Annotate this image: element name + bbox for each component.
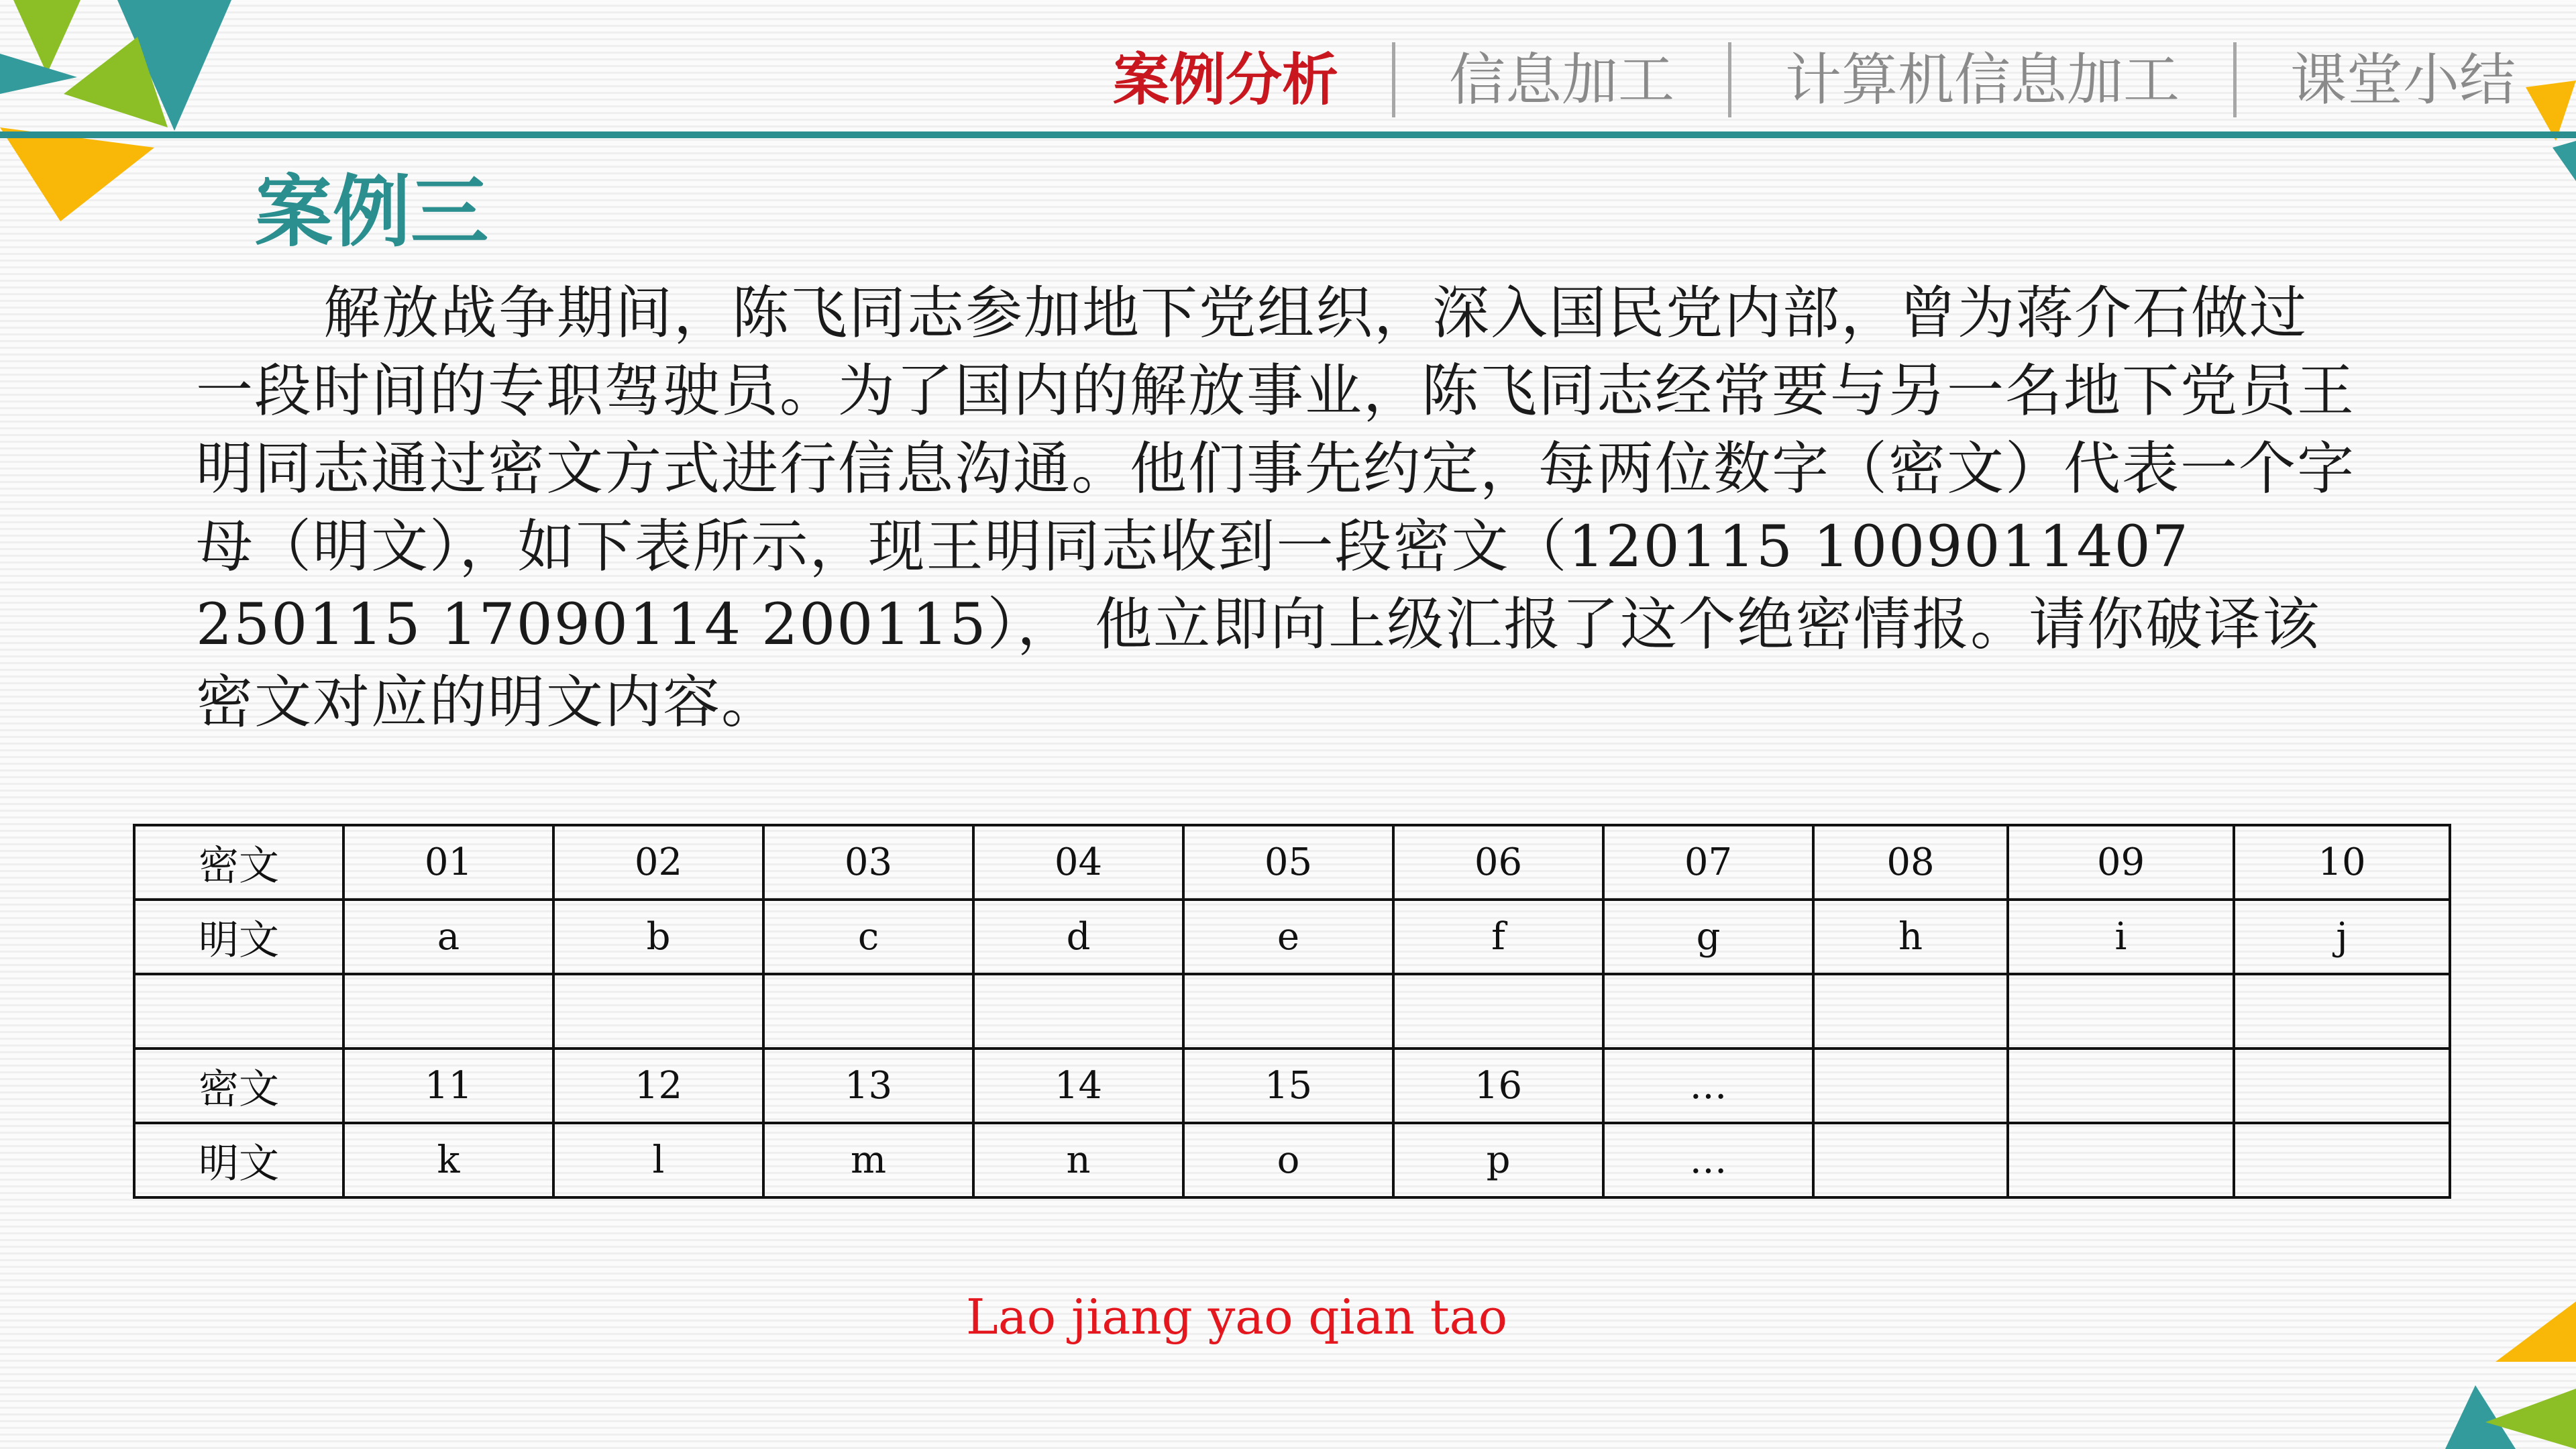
table-cell: 07 xyxy=(1603,825,1813,900)
table-cell: 06 xyxy=(1393,825,1603,900)
table-cell: o xyxy=(1183,1123,1393,1197)
table-cell xyxy=(973,974,1183,1049)
table-cell: 05 xyxy=(1183,825,1393,900)
table-cell xyxy=(134,974,343,1049)
table-cell: 08 xyxy=(1813,825,2008,900)
table-cell: 12 xyxy=(553,1049,763,1123)
table-row-plain-2 xyxy=(134,1123,2450,1197)
table-cell xyxy=(763,974,973,1049)
table-cell: … xyxy=(1603,1049,1813,1123)
table-cell xyxy=(2008,1123,2234,1197)
table-cell: g xyxy=(1603,900,1813,974)
corner-decoration-bottom-right xyxy=(2408,1288,2576,1449)
decoded-answer: Lao jiang yao qian tao xyxy=(966,1289,1507,1345)
cipher-table xyxy=(133,824,2451,1199)
table-cell: k xyxy=(343,1123,553,1197)
table-cell xyxy=(1813,1049,2008,1123)
corner-decoration-top-left xyxy=(0,0,241,228)
table-cell-row-header: 密文 xyxy=(134,1049,343,1123)
table-cell: b xyxy=(553,900,763,974)
table-cell: j xyxy=(2234,900,2450,974)
table-cell xyxy=(2008,974,2234,1049)
table-cell xyxy=(2008,1049,2234,1123)
table-cell xyxy=(1183,974,1393,1049)
table-cell xyxy=(2234,1123,2450,1197)
case-description: 解放战争期间，陈飞同志参加地下党组织，深入国民党内部，曾为蒋介石做过一段时间的专职驾驶员。为了国内的解放事业，陈飞同志经常要与另一名地下党员王明同志通过密文方式进行信息沟通。他们事先约定，每两位数字（密文）代表一个字母（明文），如下表所示，现王明同志收到一段密文（120115 1009011407 250115 17090114 200115）， 他立即向上级汇报了这个绝密情报。请你破译该密文对应的明文内容。 xyxy=(196,280,2356,736)
section-nav xyxy=(1113,30,2516,130)
table-cell xyxy=(1393,974,1603,1049)
table-cell: 10 xyxy=(2234,825,2450,900)
table-cell: 13 xyxy=(763,1049,973,1123)
nav-tab-case-analysis[interactable]: 案例分析 xyxy=(1112,47,1338,113)
table-cell: e xyxy=(1183,900,1393,974)
table-cell: h xyxy=(1813,900,2008,974)
nav-tab-info-processing[interactable]: 信息加工 xyxy=(1448,47,1674,113)
header-divider-line xyxy=(0,131,2576,138)
table-cell: p xyxy=(1393,1123,1603,1197)
table-row-plain-1 xyxy=(134,900,2450,974)
table-cell: a xyxy=(343,900,553,974)
table-cell: m xyxy=(763,1123,973,1197)
nav-tab-summary[interactable]: 课堂小结 xyxy=(2290,47,2516,113)
table-cell: i xyxy=(2008,900,2234,974)
table-cell: 03 xyxy=(763,825,973,900)
table-cell xyxy=(343,974,553,1049)
table-cell: 11 xyxy=(343,1049,553,1123)
table-cell: 14 xyxy=(973,1049,1183,1123)
table-cell: l xyxy=(553,1123,763,1197)
table-cell: 02 xyxy=(553,825,763,900)
table-cell: 15 xyxy=(1183,1049,1393,1123)
table-cell: 01 xyxy=(343,825,553,900)
table-cell-row-header: 明文 xyxy=(134,1123,343,1197)
table-cell xyxy=(1603,974,1813,1049)
table-cell: 16 xyxy=(1393,1049,1603,1123)
table-cell: 04 xyxy=(973,825,1183,900)
table-cell-row-header: 明文 xyxy=(134,900,343,974)
table-row-cipher-2 xyxy=(134,1049,2450,1123)
table-cell xyxy=(1813,1123,2008,1197)
table-cell xyxy=(553,974,763,1049)
table-cell xyxy=(2234,974,2450,1049)
nav-tab-computer-info-processing[interactable]: 计算机信息加工 xyxy=(1784,47,2180,113)
table-cell: f xyxy=(1393,900,1603,974)
table-cell xyxy=(2234,1049,2450,1123)
table-cell-row-header: 密文 xyxy=(134,825,343,900)
table-cell: c xyxy=(763,900,973,974)
table-cell: n xyxy=(973,1123,1183,1197)
case-title: 案例三 xyxy=(255,166,488,258)
table-row-cipher-1 xyxy=(134,825,2450,900)
table-cell xyxy=(1813,974,2008,1049)
table-cell: … xyxy=(1603,1123,1813,1197)
table-cell: d xyxy=(973,900,1183,974)
table-row-empty xyxy=(134,974,2450,1049)
table-cell: 09 xyxy=(2008,825,2234,900)
